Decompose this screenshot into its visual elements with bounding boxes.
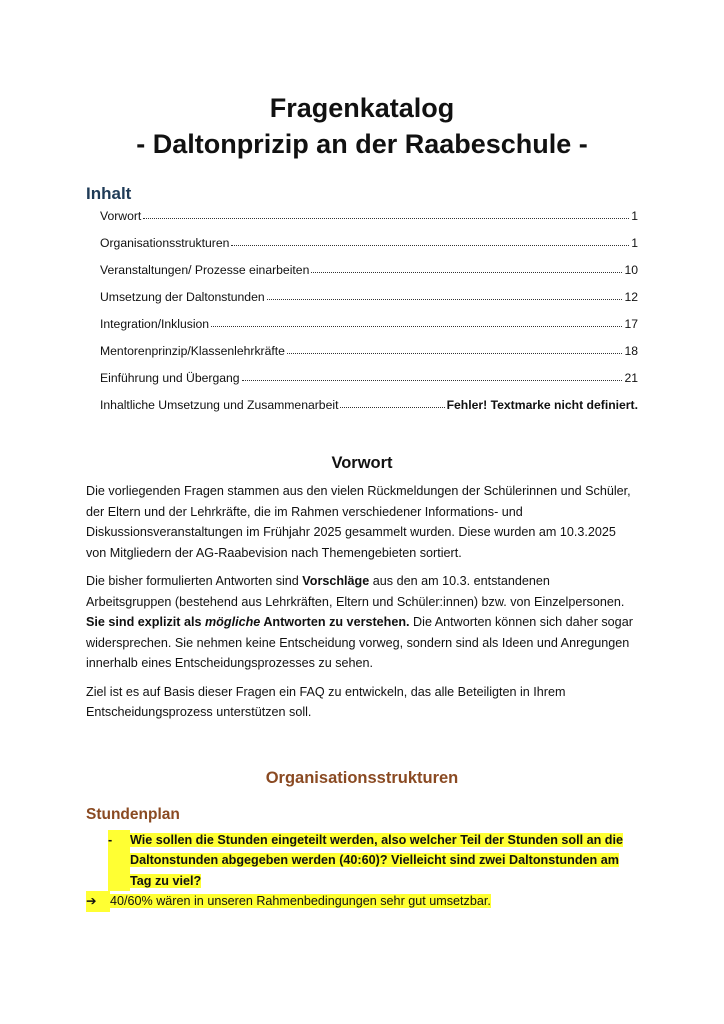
toc-leader (211, 316, 622, 327)
title-line-1: Fragenkatalog (269, 93, 455, 123)
toc-entry-page: 10 (624, 263, 638, 277)
toc-entry-page: 12 (624, 290, 638, 304)
toc-entry-page: 18 (624, 344, 638, 358)
vorwort-heading: Vorwort (331, 454, 393, 472)
toc-entry-vorwort[interactable] (100, 208, 638, 235)
toc-leader (231, 235, 629, 246)
answer-text: 40/60% wären in unseren Rahmenbedingungen sehr gut umsetzbar. (110, 894, 491, 908)
stundenplan-heading: Stundenplan (86, 805, 180, 823)
vorwort-paragraph-3: Ziel ist es auf Basis dieser Fragen ein FAQ zu entwickeln, das alle Beteiligten in Ihrem Entscheidungsprozess unterstützen soll. (86, 684, 566, 719)
toc-entry-einfuehrung[interactable] (100, 370, 638, 397)
toc-entry-page: 1 (631, 209, 638, 223)
organisation-heading: Organisationsstrukturen (265, 768, 459, 787)
toc-entry-page: 17 (624, 317, 638, 331)
toc-entry-page: 1 (631, 236, 638, 250)
toc-leader (242, 370, 623, 381)
toc-entry-label: Integration/Inklusion (100, 317, 210, 331)
toc-entry-label: Umsetzung der Daltonstunden (100, 290, 265, 304)
toc-entry-label: Inhaltliche Umsetzung und Zusammenarbeit (100, 398, 339, 412)
toc-heading: Inhalt (86, 184, 132, 203)
vorwort-paragraph-2 (86, 571, 638, 674)
toc-entry-label: Veranstaltungen/ Prozesse einarbeiten (100, 263, 310, 277)
p2-bold-italic-moegliche: mögliche (204, 615, 261, 629)
title-line-2: - Daltonprizip an der Raabeschule - (136, 129, 588, 159)
table-of-contents (86, 208, 638, 424)
toc-entry-veranstaltungen[interactable] (100, 262, 638, 289)
toc-entry-integration[interactable] (100, 316, 638, 343)
p2-text-g: Die Antworten können sich daher sogar widersprechen. Sie nehmen keine Entscheidung vorweg, sondern sind als Ideen und Anregungen innerhalb eines Entscheidungsprozesses zu sehen. (86, 615, 633, 670)
question-item (86, 830, 638, 892)
arrow-right-icon: ➔ (86, 891, 110, 912)
toc-entry-label: Einführung und Übergang (100, 371, 240, 385)
toc-entry-umsetzung[interactable] (100, 289, 638, 316)
toc-leader (340, 397, 444, 408)
toc-leader (287, 343, 623, 354)
toc-entry-mentorenprinzip[interactable] (100, 343, 638, 370)
toc-entry-page: 21 (624, 371, 638, 385)
question-text-wrap (130, 830, 638, 892)
p2-bold-text-f: Antworten zu verstehen. (260, 615, 410, 629)
answer-item (86, 891, 638, 912)
toc-entry-inhaltliche-umsetzung[interactable] (100, 397, 638, 424)
document-title (86, 90, 638, 162)
answer-text-wrap (110, 891, 491, 912)
toc-leader (267, 289, 623, 300)
toc-leader (311, 262, 622, 273)
toc-entry-organisationsstrukturen[interactable] (100, 235, 638, 262)
toc-leader (143, 208, 629, 219)
question-bullet: - (108, 830, 130, 892)
toc-entry-label: Organisationsstrukturen (100, 236, 230, 250)
p2-bold-vorschlaege: Vorschläge (302, 574, 370, 588)
p2-bold-explizit (86, 615, 410, 629)
p2-bold-text-d: Sie sind explizit als (86, 615, 205, 629)
toc-entry-page-error: Fehler! Textmarke nicht definiert. (446, 398, 638, 412)
document-page (86, 90, 638, 912)
vorwort-paragraph-1: Die vorliegenden Fragen stammen aus den vielen Rückmeldungen der Schülerinnen und Schüler, der Eltern und der Lehrkräfte, die im Rahmen verschiedener Informations- und Diskussionsveranstaltungen im Frühjahr 2025 gesammelt wurden. Diese wurden am 10.3.2025 von Mitgliedern der AG-Raabevision nach Themengebieten sortiert. (86, 484, 631, 560)
question-text: Wie sollen die Stunden eingeteilt werden, also welcher Teil der Stunden soll an die Daltonstunden abgegeben werden (40:60)? Vielleicht sind zwei Daltonstunden am Tag zu viel? (130, 832, 624, 888)
p2-text-a: Die bisher formulierten Antworten sind (86, 574, 303, 588)
toc-entry-label: Mentorenprinzip/Klassenlehrkräfte (100, 344, 285, 358)
p2-text-c: aus den am 10.3. entstandenen Arbeitsgruppen (bestehend aus Lehrkräften, Eltern und Schüler:innen) bzw. von Einzelpersonen. (86, 574, 625, 609)
toc-entry-label: Vorwort (100, 209, 142, 223)
